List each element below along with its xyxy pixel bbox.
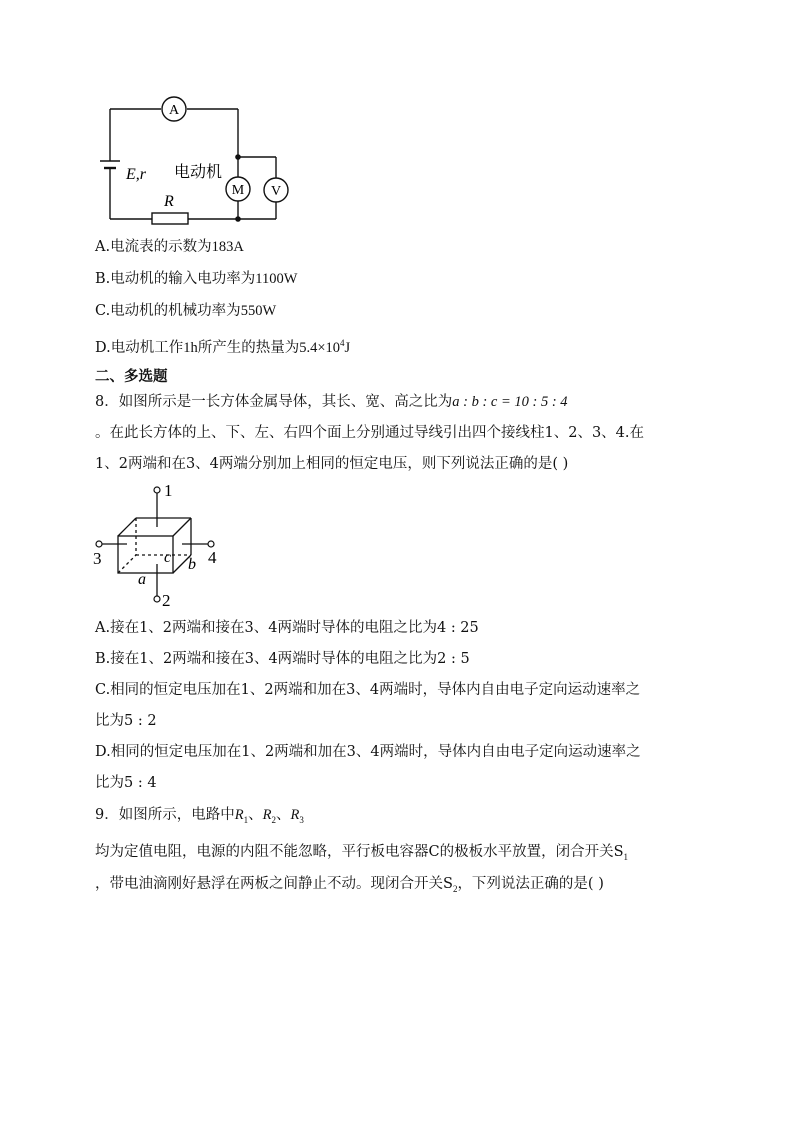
terminal-2-icon	[154, 596, 160, 602]
q9-stem-line2: 均为定值电阻，电源的内阻不能忽略，平行板电容器C的极板水平放置，闭合开关$S_1$	[95, 844, 629, 862]
q9-stem-line3: ，带电油滴刚好悬浮在两板之间静止不动。现闭合开关$S_2$，下列说法正确的是( )	[95, 876, 604, 894]
terminal-3-label: 3	[93, 549, 102, 568]
terminal-1-icon	[154, 487, 160, 493]
motor-icon	[226, 177, 250, 201]
q8-stem-line3: 1、2两端和在3、4两端分别加上相同的恒定电压，则下列说法正确的是( )	[95, 456, 569, 472]
svg-text:V: V	[270, 184, 282, 199]
q8-stem-line1: 8．如图所示是一长方体金属导体，其长、宽、高之比为a : b : c = 10 : 5 : 4	[95, 394, 568, 410]
motor-circuit-diagram	[90, 95, 300, 230]
section-title: 二、多选题	[95, 369, 168, 385]
terminal-2-label: 2	[162, 591, 171, 610]
q7-option-a: A.电流表的示数为183A	[95, 239, 244, 255]
q8-option-a: A.接在1、2两端和接在3、4两端时导体的电阻之比为4 : 25	[95, 620, 479, 636]
q8-option-b: B.接在1、2两端和接在3、4两端时导体的电阻之比为2 : 5	[95, 651, 470, 667]
resistor-label: R	[164, 193, 174, 210]
q8-option-d-line2: 比为5 : 4	[95, 775, 157, 791]
q8-option-c-line1: C.相同的恒定电压加在1、2两端和加在3、4两端时，导体内自由电子定向运动速率之	[95, 682, 641, 698]
svg-text:M: M	[231, 183, 245, 198]
voltmeter-icon	[264, 178, 288, 202]
terminal-4-label: 4	[208, 548, 217, 567]
terminal-3-icon	[96, 541, 102, 547]
terminal-4-icon	[208, 541, 214, 547]
q7-option-b: B.电动机的输入电功率为1100W	[95, 271, 298, 287]
q8-stem-line2: 。在此长方体的上、下、左、右四个面上分别通过导线引出四个接线柱1、2、3、4.在	[95, 425, 645, 441]
edge-b-label: b	[188, 556, 196, 573]
q8-option-c-line2: 比为5 : 2	[95, 713, 157, 729]
q9-stem-line1: 9．如图所示，电路中$R_1$、$R_2$、$R_3$	[95, 807, 304, 825]
edge-c-label: c	[164, 549, 172, 566]
cuboid-conductor-diagram	[90, 478, 225, 610]
q7-option-c: C.电动机的机械功率为550W	[95, 303, 277, 319]
source-label: E,r	[126, 166, 146, 183]
ammeter-icon	[162, 97, 186, 121]
edge-a-label: a	[138, 571, 146, 588]
motor-label: 电动机	[174, 162, 223, 181]
q8-option-d-line1: D.相同的恒定电压加在1、2两端和加在3、4两端时，导体内自由电子定向运动速率之	[95, 744, 641, 760]
q7-option-d: D.电动机工作1h所产生的热量为$5.4\times 10^4J$	[95, 338, 351, 356]
terminal-1-label: 1	[164, 481, 173, 500]
svg-text:A: A	[168, 103, 180, 118]
